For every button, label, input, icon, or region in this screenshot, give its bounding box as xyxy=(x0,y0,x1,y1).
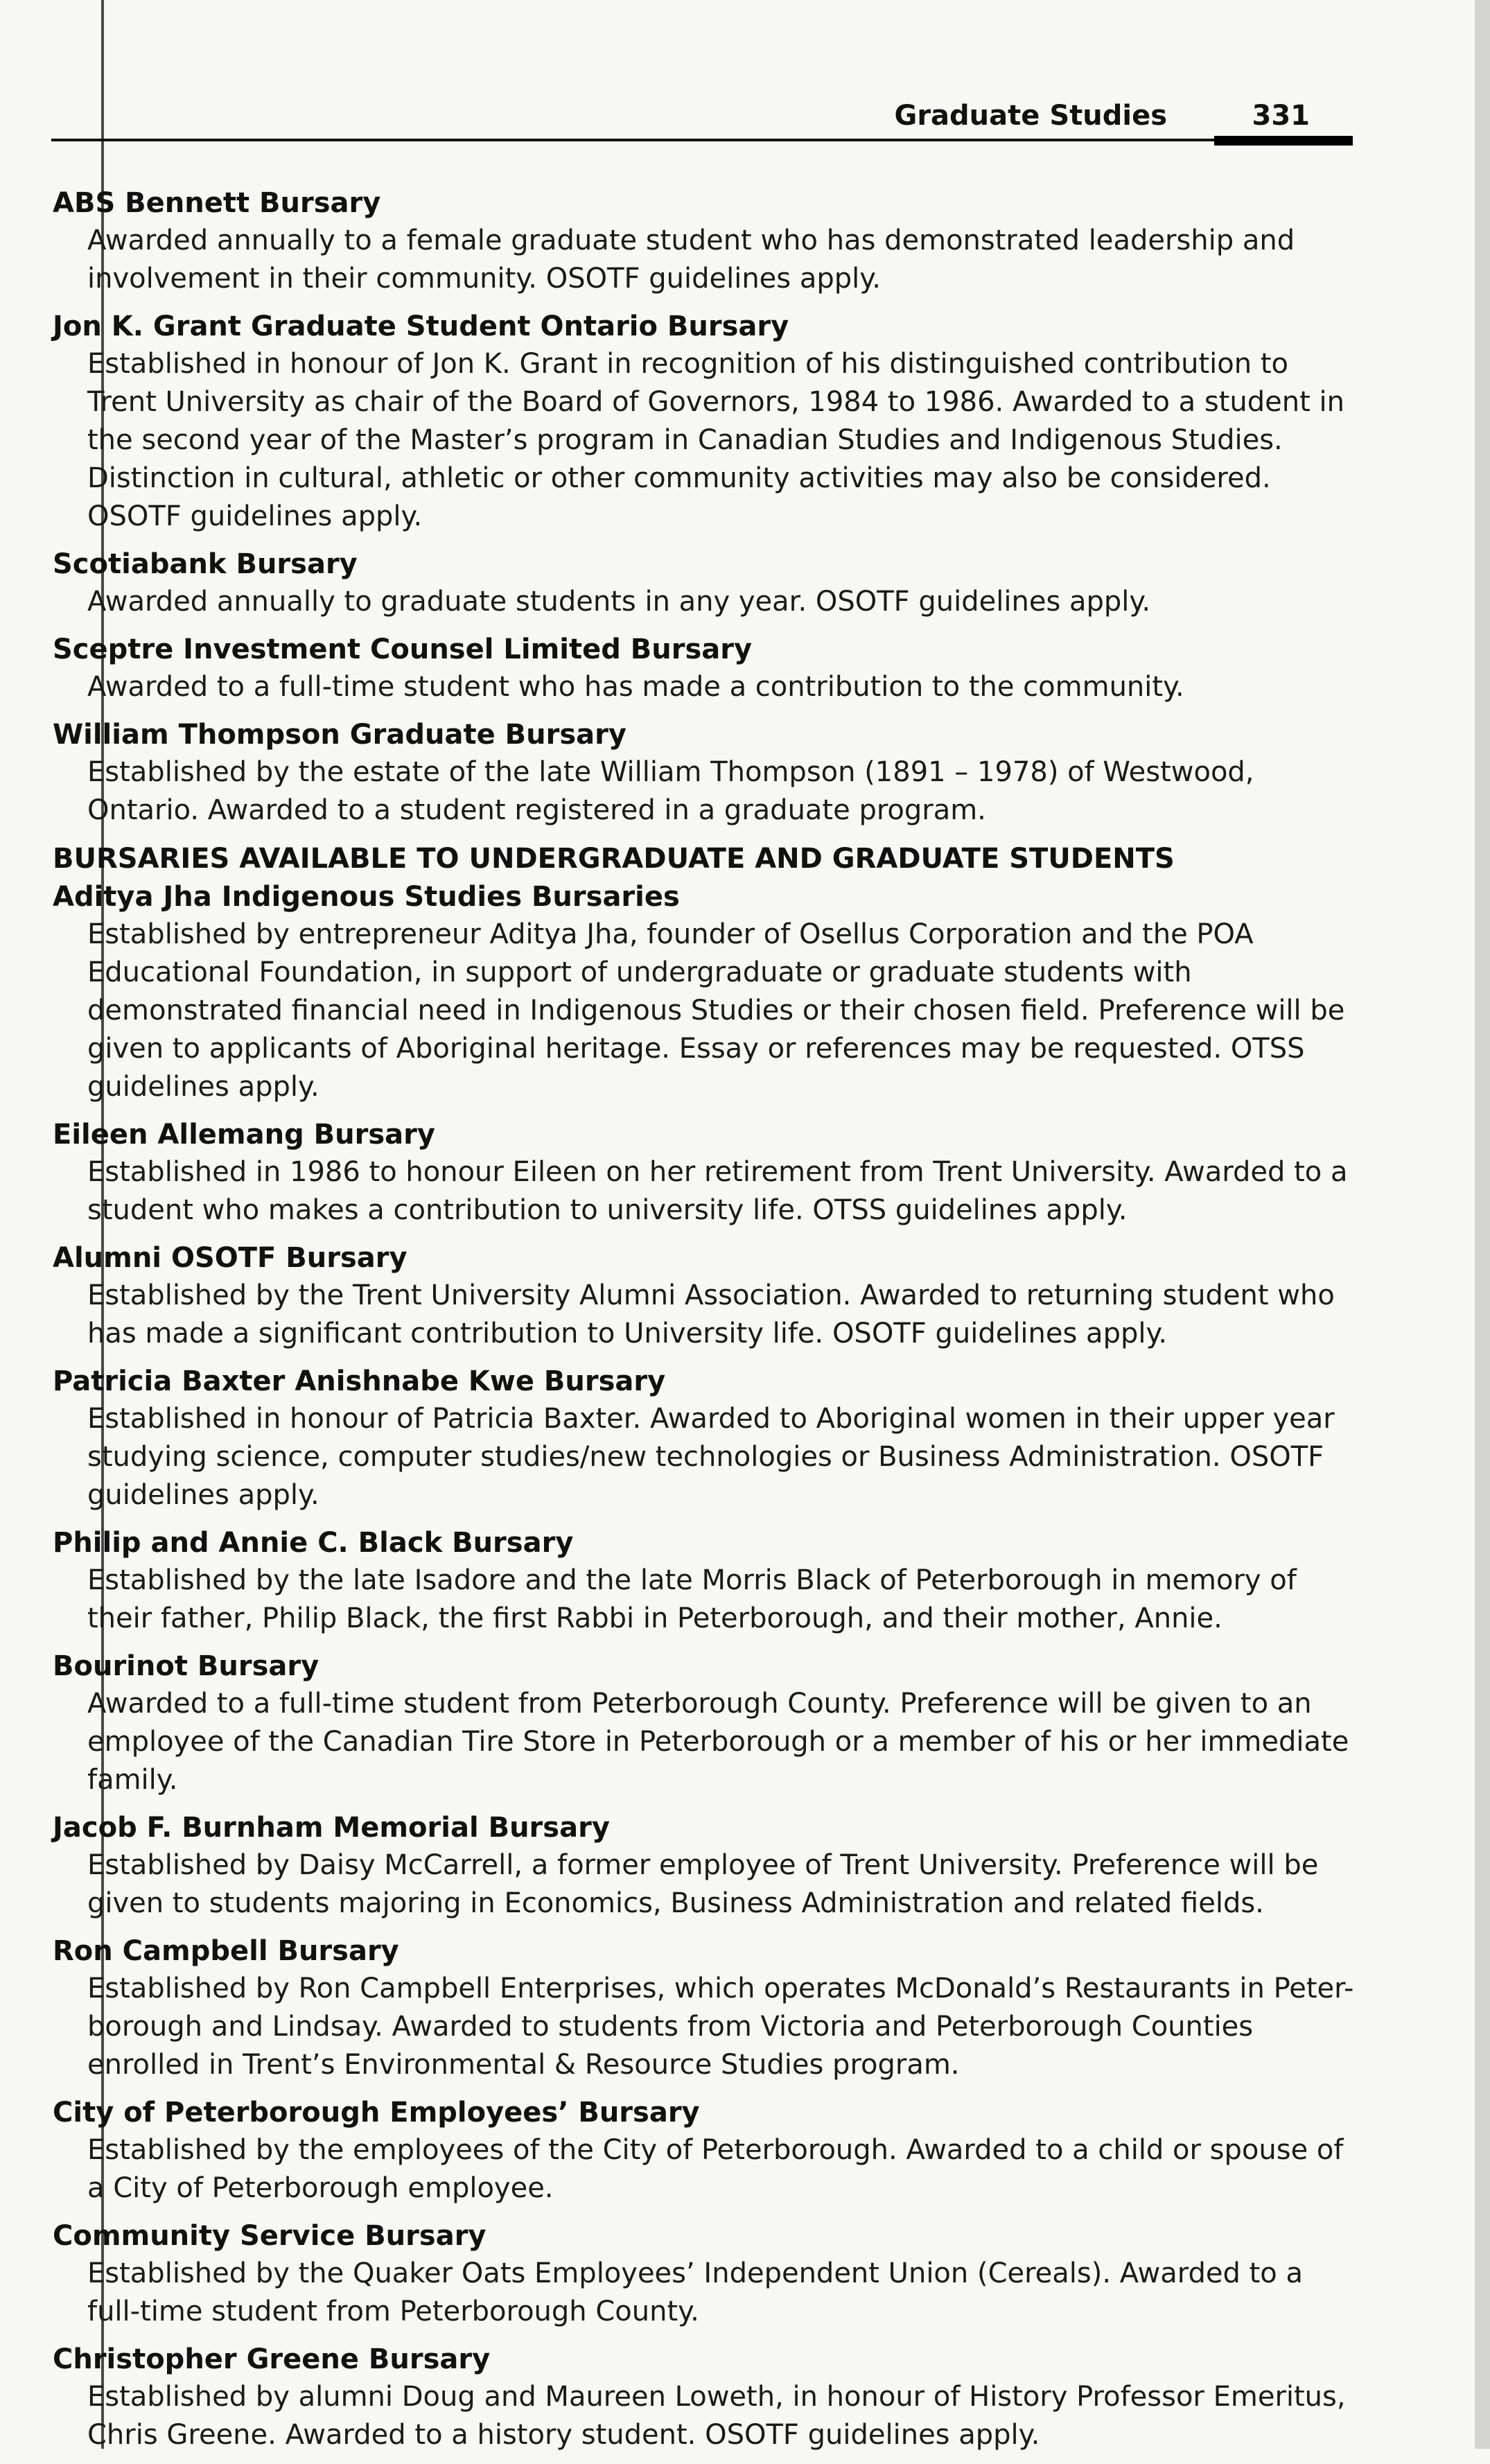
running-header xyxy=(51,90,1353,146)
bursary-title: Sceptre Investment Counsel Limited Bursary xyxy=(53,634,753,665)
bursary-title: Ron Campbell Bursary xyxy=(53,1935,399,1967)
bursary-description: Established by Ron Campbell Enterprises, which operates McDonald’s Restaurants in Peter-borough and Lindsay. Awarded to students from Victoria and Peterborough Counties enrolled in Trent’s Environmental & Resource Studies program. xyxy=(87,1973,1354,2081)
bursary-title: Community Service Bursary xyxy=(53,2220,487,2252)
bursary-description: Established by alumni Doug and Maureen Loweth, in honour of History Professor Emeritus, Chris Greene. Awarded to a history student. OSOTF guidelines apply. xyxy=(87,2381,1346,2451)
bursary-entry xyxy=(53,1239,1362,1353)
bursary-entry xyxy=(53,631,1362,706)
section-heading: BURSARIES AVAILABLE TO UNDERGRADUATE AND GRADUATE STUDENTS xyxy=(53,843,1175,875)
bursary-title: Alumni OSOTF Bursary xyxy=(53,1242,407,1274)
bursary-entry xyxy=(53,2341,1362,2454)
bursary-description: Established in 1986 to honour Eileen on her retirement from Trent University. Awarded to a student who makes a contribution to university life. OTSS guidelines apply. xyxy=(87,1156,1348,1226)
bursary-entry xyxy=(53,1116,1362,1230)
bursary-description: Awarded annually to graduate students in any year. OSOTF guidelines apply. xyxy=(87,586,1151,618)
bursary-description: Established by entrepreneur Aditya Jha, founder of Osellus Corporation and the POA Educational Foundation, in support of undergraduate or graduate students with demonstrated financial need in Indigenous Studies or their chosen field. Preference will be given to applicants of Aboriginal heritage. Essay or references may be requested. OTSS guidelines apply. xyxy=(87,918,1345,1103)
bursary-description: Established by the late Isadore and the late Morris Black of Peterborough in memory of their father, Philip Black, the first Rabbi in Peterborough, and their mother, Annie. xyxy=(87,1564,1297,1634)
bursary-description: Awarded to a full-time student who has made a contribution to the community. xyxy=(87,671,1184,703)
bursary-title: ABS Bennett Bursary xyxy=(53,187,381,219)
bursary-entry xyxy=(53,716,1362,830)
bursary-entry xyxy=(53,878,1362,1106)
bursary-description: Established in honour of Patricia Baxter. Awarded to Aboriginal women in their upper year studying science, computer studies/new technologies or Business Administration. OSOTF guidelines apply. xyxy=(87,1403,1335,1511)
bursary-description: Established by the employees of the City of Peterborough. Awarded to a child or spouse of a City of Peterborough employee. xyxy=(87,2134,1344,2204)
bursary-entry xyxy=(53,308,1362,536)
bursary-entry xyxy=(53,184,1362,298)
bursary-entry xyxy=(53,1524,1362,1638)
bursary-entry xyxy=(53,1648,1362,1799)
bursary-title: City of Peterborough Employees’ Bursary xyxy=(53,2097,700,2129)
bursary-title: Patricia Baxter Anishnabe Kwe Bursary xyxy=(53,1365,666,1397)
bursary-title: Jon K. Grant Graduate Student Ontario Bursary xyxy=(53,311,789,342)
bursary-title: Christopher Greene Bursary xyxy=(53,2343,491,2375)
bursary-title: Philip and Annie C. Black Bursary xyxy=(53,1527,574,1559)
header-section-title: Graduate Studies xyxy=(894,100,1167,132)
bursary-description: Awarded to a full-time student from Peterborough County. Preference will be given to an employee of the Canadian Tire Store in Peterborough or a member of his or her immediate family. xyxy=(87,1688,1349,1796)
page-number: 331 xyxy=(1252,100,1310,132)
bursary-title: Bourinot Bursary xyxy=(53,1650,319,1682)
bursary-description: Established by the estate of the late William Thompson (1891 – 1978) of Westwood, Ontario. Awarded to a student registered in a graduate program. xyxy=(87,756,1254,826)
bursary-entry xyxy=(53,545,1362,621)
bursary-title: William Thompson Graduate Bursary xyxy=(53,719,626,751)
bursary-entry xyxy=(53,2217,1362,2331)
bursary-description: Established by Daisy McCarrell, a former employee of Trent University. Preference will be given to students majoring in Economics, Business Administration and related fields. xyxy=(87,1849,1319,1919)
bursary-entry xyxy=(53,2094,1362,2208)
bursary-title: Eileen Allemang Bursary xyxy=(53,1119,435,1151)
header-rule-accent xyxy=(1214,136,1353,146)
bursary-description: Awarded annually to a female graduate student who has demonstrated leadership and involvement in their community. OSOTF guidelines apply. xyxy=(87,225,1295,295)
bursary-title: Jacob F. Burnham Memorial Bursary xyxy=(53,1812,610,1844)
bursary-list xyxy=(53,184,1362,2464)
bursary-entry xyxy=(53,1932,1362,2084)
bursary-title: Scotiabank Bursary xyxy=(53,548,358,580)
bursary-entry xyxy=(53,1363,1362,1514)
bursary-entry xyxy=(53,1809,1362,1923)
bursary-description: Established by the Trent University Alumni Association. Awarded to returning student who has made a significant contribution to University life. OSOTF guidelines apply. xyxy=(87,1279,1335,1349)
bursary-description: Established in honour of Jon K. Grant in recognition of his distinguished contribution to Trent University as chair of the Board of Governors, 1984 to 1986. Awarded to a student in the second year of the Master’s program in Canadian Studies and Indigenous Studies. Distinction in cultural, athletic or other community activities may also be considered. OSOTF guidelines apply. xyxy=(87,348,1344,532)
bursary-description: Established by the Quaker Oats Employees’ Independent Union (Cereals). Awarded to a full-time student from Peterborough County. xyxy=(87,2257,1303,2327)
bursary-title: Aditya Jha Indigenous Studies Bursaries xyxy=(53,881,680,913)
page-edge xyxy=(1475,0,1490,2449)
header-rule xyxy=(51,139,1353,141)
